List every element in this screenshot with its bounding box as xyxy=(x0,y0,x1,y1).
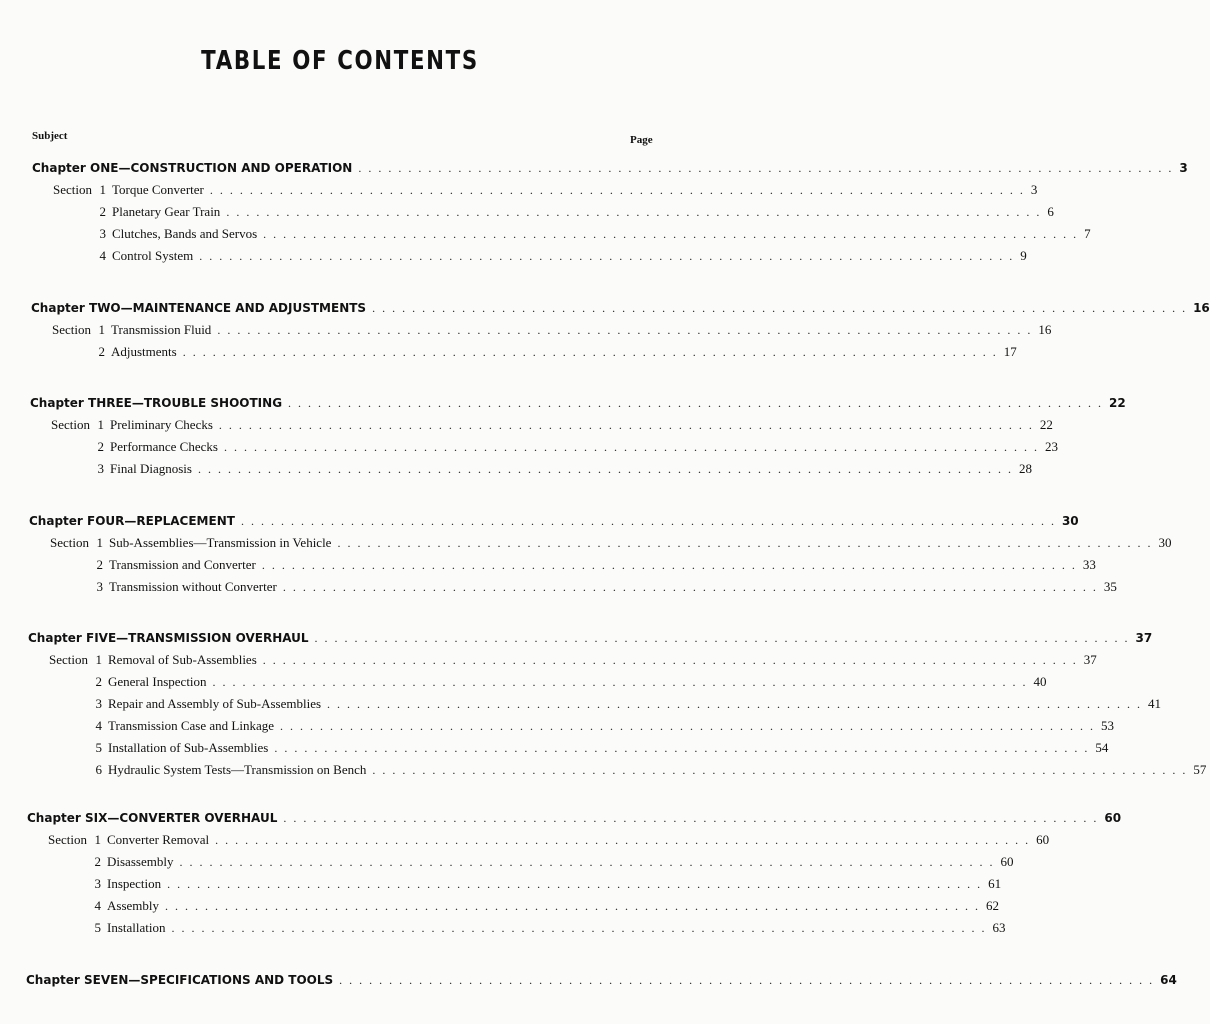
section-number: 3 xyxy=(96,579,103,594)
section-page-number: 23 xyxy=(1044,439,1058,454)
section-label xyxy=(40,180,204,200)
section-title: Transmission without Converter xyxy=(109,579,277,594)
section-number: 4 xyxy=(94,898,101,913)
section-title: Removal of Sub-Assemblies xyxy=(108,652,257,667)
section-title: Torque Converter xyxy=(112,182,204,197)
section-title: Installation xyxy=(107,920,166,935)
section-label xyxy=(35,852,173,872)
section-entry xyxy=(38,437,1058,457)
chapter-entry xyxy=(26,970,1177,990)
section-number: 5 xyxy=(95,740,102,755)
section-label xyxy=(40,246,193,266)
section-entry xyxy=(37,533,1172,553)
section-entry xyxy=(39,342,1017,362)
section-number: 4 xyxy=(95,718,102,733)
dot-leader: . . . . . . . . . . . . . . . . . . . . . . . . . . . . . . . . . . . . . . . . . . . . . . . . . . . . . . . . . . . . . . . . . . . . . . . . . . . . . . . . . . xyxy=(167,877,983,891)
section-page-number: 60 xyxy=(1036,832,1050,847)
dot-leader: . . . . . . . . . . . . . . . . . . . . . . . . . . . . . . . . . . . . . . . . . . . . . . . . . . . . . . . . . . . . . . . . . . . . . . . . . . . . . . . . . . xyxy=(261,558,1077,572)
dot-leader: . . . . . . . . . . . . . . . . . . . . . . . . . . . . . . . . . . . . . . . . . . . . . . . . . . . . . . . . . . . . . . . . . . . . . . . . . . . . . . . . . . xyxy=(182,345,998,359)
section-label xyxy=(39,342,177,362)
dot-leader: . . . . . . . . . . . . . . . . . . . . . . . . . . . . . . . . . . . . . . . . . . . . . . . . . . . . . . . . . . . . . . . . . . . . . . . . . . . . . . . . . . xyxy=(215,833,1031,847)
section-number: 2 xyxy=(96,557,103,572)
chapter-title: Chapter SEVEN—SPECIFICATIONS AND TOOLS xyxy=(26,973,334,987)
section-label xyxy=(36,760,366,780)
section-page-number: 62 xyxy=(986,898,999,913)
section-page-number: 63 xyxy=(992,920,1006,935)
section-entry xyxy=(36,672,1047,692)
section-title: Performance Checks xyxy=(110,439,218,454)
section-label xyxy=(35,874,161,894)
section-entry xyxy=(36,694,1162,714)
section-word: Section xyxy=(48,832,87,847)
section-page-number: 53 xyxy=(1100,718,1114,733)
section-entry xyxy=(35,896,999,916)
chapter-title: Chapter THREE—TROUBLE SHOOTING xyxy=(30,396,283,410)
section-title: Clutches, Bands and Servos xyxy=(112,226,258,241)
section-page-number: 61 xyxy=(988,876,1002,891)
chapter-page-number: 16 xyxy=(1193,301,1210,315)
section-page-number: 22 xyxy=(1039,417,1053,432)
dot-leader: . . . . . . . . . . . . . . . . . . . . . . . . . . . . . . . . . . . . . . . . . . . . . . . . . . . . . . . . . . . . . . . . . . . . . . . . . . . . . . . . . . xyxy=(217,323,1033,337)
section-label xyxy=(35,830,209,850)
section-title: Installation of Sub-Assemblies xyxy=(108,740,269,755)
section-word: Section xyxy=(49,652,88,667)
section-title: Disassembly xyxy=(107,854,174,869)
section-number: 4 xyxy=(99,248,106,263)
section-number: 2 xyxy=(98,344,105,359)
section-entry xyxy=(40,202,1054,222)
dot-leader: . . . . . . . . . . . . . . . . . . . . . . . . . . . . . . . . . . . . . . . . . . . . . . . . . . . . . . . . . . . . . . . . . . . . . . . . . . . . . . . . . . xyxy=(274,741,1090,755)
section-label xyxy=(36,672,207,692)
section-label xyxy=(37,577,277,597)
section-title: Adjustments xyxy=(111,344,177,359)
chapter-entry xyxy=(27,808,1122,828)
section-label xyxy=(37,533,331,553)
section-number: 3 xyxy=(94,876,101,891)
dot-leader: . . . . . . . . . . . . . . . . . . . . . . . . . . . . . . . . . . . . . . . . . . . . . . . . . . . . . . . . . . . . . . . . . . . . . . . . . . . . . . . . . . xyxy=(212,675,1028,689)
section-title: Control System xyxy=(112,248,194,263)
section-number: 1 xyxy=(98,322,105,337)
section-number: 2 xyxy=(99,204,106,219)
section-label xyxy=(36,650,257,670)
dot-leader: . . . . . . . . . . . . . . . . . . . . . . . . . . . . . . . . . . . . . . . . . . . . . . . . . . . . . . . . . . . . . . . . . . . . . . . . . . . . . . . . . . xyxy=(337,536,1153,550)
section-title: Repair and Assembly of Sub-Assemblies xyxy=(108,696,322,711)
dot-leader: . . . . . . . . . . . . . . . . . . . . . . . . . . . . . . . . . . . . . . . . . . . . . . . . . . . . . . . . . . . . . . . . . . . . . . . . . . . . . . . . . . xyxy=(179,855,995,869)
chapter-title: Chapter TWO—MAINTENANCE AND ADJUSTMENTS xyxy=(31,301,367,315)
section-word: Section xyxy=(50,535,89,550)
section-page-number: 30 xyxy=(1158,535,1172,550)
section-number: 1 xyxy=(95,652,102,667)
section-entry xyxy=(40,224,1091,244)
section-title: Transmission Case and Linkage xyxy=(108,718,274,733)
section-title: General Inspection xyxy=(108,674,207,689)
chapter-entry xyxy=(29,511,1079,531)
dot-leader: . . . . . . . . . . . . . . . . . . . . . . . . . . . . . . . . . . . . . . . . . . . . . . . . . . . . . . . . . . . . . . . . . . . . . . . . . . . . . . . . . . xyxy=(339,973,1155,987)
section-page-number: 37 xyxy=(1083,652,1097,667)
section-entry xyxy=(35,830,1050,850)
section-label xyxy=(36,738,268,758)
chapter-page-number: 3 xyxy=(1179,161,1188,175)
chapter-page-number: 60 xyxy=(1104,811,1122,825)
section-page-number: 54 xyxy=(1095,740,1109,755)
section-page-number: 3 xyxy=(1030,182,1038,197)
dot-leader: . . . . . . . . . . . . . . . . . . . . . . . . . . . . . . . . . . . . . . . . . . . . . . . . . . . . . . . . . . . . . . . . . . . . . . . . . . . . . . . . . . xyxy=(223,440,1039,454)
dot-leader: . . . . . . . . . . . . . . . . . . . . . . . . . . . . . . . . . . . . . . . . . . . . . . . . . . . . . . . . . . . . . . . . . . . . . . . . . . . . . . . . . . xyxy=(358,161,1174,175)
section-title: Assembly xyxy=(107,898,159,913)
section-number: 3 xyxy=(97,461,104,476)
section-page-number: 41 xyxy=(1148,696,1162,711)
section-title: Transmission and Converter xyxy=(109,557,256,572)
dot-leader: . . . . . . . . . . . . . . . . . . . . . . . . . . . . . . . . . . . . . . . . . . . . . . . . . . . . . . . . . . . . . . . . . . . . . . . . . . . . . . . . . . xyxy=(263,227,1079,241)
section-label xyxy=(36,716,274,736)
section-number: 1 xyxy=(96,535,103,550)
section-page-number: 57 xyxy=(1193,762,1207,777)
dot-leader: . . . . . . . . . . . . . . . . . . . . . . . . . . . . . . . . . . . . . . . . . . . . . . . . . . . . . . . . . . . . . . . . . . . . . . . . . . . . . . . . . . xyxy=(372,301,1188,315)
chapter-title: Chapter ONE—CONSTRUCTION AND OPERATION xyxy=(32,161,353,175)
dot-leader: . . . . . . . . . . . . . . . . . . . . . . . . . . . . . . . . . . . . . . . . . . . . . . . . . . . . . . . . . . . . . . . . . . . . . . . . . . . . . . . . . . xyxy=(209,183,1025,197)
dot-leader: . . . . . . . . . . . . . . . . . . . . . . . . . . . . . . . . . . . . . . . . . . . . . . . . . . . . . . . . . . . . . . . . . . . . . . . . . . . . . . . . . . xyxy=(218,418,1034,432)
section-entry xyxy=(35,918,1006,938)
section-label xyxy=(38,437,218,457)
chapter-entry xyxy=(30,393,1126,413)
section-title: Inspection xyxy=(107,876,162,891)
section-number: 3 xyxy=(99,226,106,241)
chapter-title: Chapter FOUR—REPLACEMENT xyxy=(29,514,235,528)
dot-leader: . . . . . . . . . . . . . . . . . . . . . . . . . . . . . . . . . . . . . . . . . . . . . . . . . . . . . . . . . . . . . . . . . . . . . . . . . . . . . . . . . . xyxy=(327,697,1143,711)
section-entry xyxy=(38,415,1053,435)
section-number: 6 xyxy=(95,762,102,777)
dot-leader: . . . . . . . . . . . . . . . . . . . . . . . . . . . . . . . . . . . . . . . . . . . . . . . . . . . . . . . . . . . . . . . . . . . . . . . . . . . . . . . . . . xyxy=(262,653,1078,667)
section-entry xyxy=(40,180,1038,200)
section-number: 2 xyxy=(95,674,102,689)
section-title: Transmission Fluid xyxy=(111,322,212,337)
dot-leader: . . . . . . . . . . . . . . . . . . . . . . . . . . . . . . . . . . . . . . . . . . . . . . . . . . . . . . . . . . . . . . . . . . . . . . . . . . . . . . . . . . xyxy=(283,811,1099,825)
section-title: Final Diagnosis xyxy=(110,461,192,476)
dot-leader: . . . . . . . . . . . . . . . . . . . . . . . . . . . . . . . . . . . . . . . . . . . . . . . . . . . . . . . . . . . . . . . . . . . . . . . . . . . . . . . . . . xyxy=(288,396,1104,410)
section-entry xyxy=(36,650,1097,670)
section-title: Planetary Gear Train xyxy=(112,204,221,219)
page-column-header: Page xyxy=(630,134,653,146)
section-page-number: 28 xyxy=(1018,461,1032,476)
section-label xyxy=(35,918,166,938)
subject-column-header: Subject xyxy=(32,130,68,142)
chapter-title: Chapter FIVE—TRANSMISSION OVERHAUL xyxy=(28,631,309,645)
dot-leader: . . . . . . . . . . . . . . . . . . . . . . . . . . . . . . . . . . . . . . . . . . . . . . . . . . . . . . . . . . . . . . . . . . . . . . . . . . . . . . . . . . xyxy=(279,719,1095,733)
section-label xyxy=(35,896,159,916)
section-number: 2 xyxy=(97,439,104,454)
section-entry xyxy=(36,716,1114,736)
dot-leader: . . . . . . . . . . . . . . . . . . . . . . . . . . . . . . . . . . . . . . . . . . . . . . . . . . . . . . . . . . . . . . . . . . . . . . . . . . . . . . . . . . xyxy=(282,580,1098,594)
section-entry xyxy=(35,874,1002,894)
section-label xyxy=(40,202,220,222)
page-title: TABLE OF CONTENTS xyxy=(201,46,479,76)
section-page-number: 6 xyxy=(1047,204,1054,219)
dot-leader: . . . . . . . . . . . . . . . . . . . . . . . . . . . . . . . . . . . . . . . . . . . . . . . . . . . . . . . . . . . . . . . . . . . . . . . . . . . . . . . . . . xyxy=(314,631,1130,645)
section-title: Preliminary Checks xyxy=(110,417,213,432)
chapter-page-number: 37 xyxy=(1135,631,1153,645)
section-number: 3 xyxy=(95,696,102,711)
section-entry xyxy=(37,577,1117,597)
section-number: 5 xyxy=(94,920,101,935)
section-title: Converter Removal xyxy=(107,832,210,847)
section-word: Section xyxy=(52,322,91,337)
dot-leader: . . . . . . . . . . . . . . . . . . . . . . . . . . . . . . . . . . . . . . . . . . . . . . . . . . . . . . . . . . . . . . . . . . . . . . . . . . . . . . . . . . xyxy=(226,205,1042,219)
dot-leader: . . . . . . . . . . . . . . . . . . . . . . . . . . . . . . . . . . . . . . . . . . . . . . . . . . . . . . . . . . . . . . . . . . . . . . . . . . . . . . . . . . xyxy=(199,249,1015,263)
dot-leader: . . . . . . . . . . . . . . . . . . . . . . . . . . . . . . . . . . . . . . . . . . . . . . . . . . . . . . . . . . . . . . . . . . . . . . . . . . . . . . . . . . xyxy=(240,514,1056,528)
section-entry xyxy=(37,555,1096,575)
chapter-entry xyxy=(28,628,1153,648)
section-page-number: 17 xyxy=(1003,344,1017,359)
section-number: 1 xyxy=(94,832,101,847)
dot-leader: . . . . . . . . . . . . . . . . . . . . . . . . . . . . . . . . . . . . . . . . . . . . . . . . . . . . . . . . . . . . . . . . . . . . . . . . . . . . . . . . . . xyxy=(197,462,1013,476)
section-number: 2 xyxy=(94,854,101,869)
chapter-title: Chapter SIX—CONVERTER OVERHAUL xyxy=(27,811,278,825)
chapter-page-number: 64 xyxy=(1160,973,1177,987)
section-entry xyxy=(38,459,1032,479)
chapter-entry xyxy=(31,298,1210,318)
section-title: Hydraulic System Tests—Transmission on Bench xyxy=(108,762,367,777)
section-page-number: 40 xyxy=(1033,674,1047,689)
dot-leader: . . . . . . . . . . . . . . . . . . . . . . . . . . . . . . . . . . . . . . . . . . . . . . . . . . . . . . . . . . . . . . . . . . . . . . . . . . . . . . . . . . xyxy=(165,899,980,913)
chapter-page-number: 22 xyxy=(1109,396,1126,410)
section-label xyxy=(40,224,257,244)
section-label xyxy=(36,694,321,714)
section-label xyxy=(38,415,213,435)
section-page-number: 60 xyxy=(1000,854,1014,869)
section-entry xyxy=(36,760,1207,780)
section-page-number: 16 xyxy=(1038,322,1052,337)
section-label xyxy=(39,320,211,340)
section-entry xyxy=(36,738,1109,758)
section-entry xyxy=(39,320,1052,340)
section-page-number: 9 xyxy=(1020,248,1027,263)
section-label xyxy=(38,459,192,479)
section-page-number: 7 xyxy=(1084,226,1091,241)
section-label xyxy=(37,555,256,575)
section-number: 1 xyxy=(97,417,104,432)
chapter-page-number: 30 xyxy=(1061,514,1079,528)
section-word: Section xyxy=(53,182,92,197)
section-entry xyxy=(35,852,1014,872)
section-title: Sub-Assemblies—Transmission in Vehicle xyxy=(109,535,332,550)
section-entry xyxy=(40,246,1027,266)
chapter-entry xyxy=(32,158,1188,178)
section-page-number: 33 xyxy=(1082,557,1096,572)
section-word: Section xyxy=(51,417,90,432)
dot-leader: . . . . . . . . . . . . . . . . . . . . . . . . . . . . . . . . . . . . . . . . . . . . . . . . . . . . . . . . . . . . . . . . . . . . . . . . . . . . . . . . . . xyxy=(372,763,1188,777)
dot-leader: . . . . . . . . . . . . . . . . . . . . . . . . . . . . . . . . . . . . . . . . . . . . . . . . . . . . . . . . . . . . . . . . . . . . . . . . . . . . . . . . . . xyxy=(171,921,987,935)
section-page-number: 35 xyxy=(1103,579,1117,594)
section-number: 1 xyxy=(99,182,106,197)
